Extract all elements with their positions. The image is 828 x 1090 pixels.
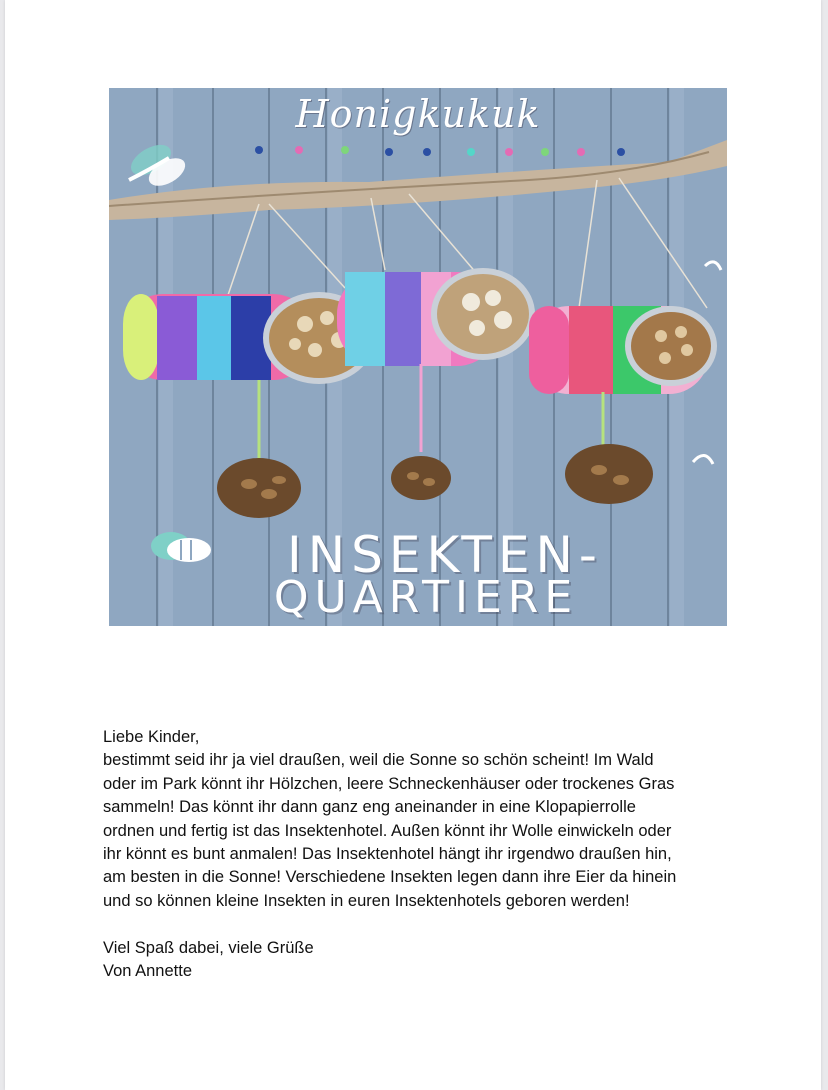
- letter-line: am besten in die Sonne! Verschiedene Insekten legen dann ihre Eier da hinein: [103, 868, 677, 887]
- image-brand-text: Honigkukuk: [295, 92, 541, 136]
- letter-greeting: Liebe Kinder,: [103, 728, 200, 746]
- letter-line: und so können kleine Insekten in euren Insektenhotels geboren werden!: [103, 891, 630, 910]
- document-page: [5, 0, 821, 1090]
- letter-closing: Viel Spaß dabei, viele Grüße: [103, 938, 314, 957]
- letter-signature: Von Annette: [103, 962, 193, 981]
- image-title-line1: INSEKTEN-: [287, 526, 603, 584]
- letter-line: ihr könnt es bunt anmalen! Das Insektenhotel hängt ihr irgendwo draußen hin,: [103, 845, 672, 864]
- insect-hotel-photo: [109, 88, 727, 626]
- image-title-line2: QUARTIERE: [273, 572, 579, 623]
- letter-body: [103, 726, 743, 983]
- letter-line: ordnen und fertig ist das Insektenhotel. Außen könnt ihr Wolle einwickeln oder: [103, 821, 672, 840]
- letter-line: sammeln! Das könnt ihr dann ganz eng aneinander in eine Klopapierrolle: [103, 798, 636, 817]
- letter-line: bestimmt seid ihr ja viel draußen, weil die Sonne so schön scheint! Im Wald: [103, 751, 654, 770]
- paragraph-gap: [103, 913, 743, 936]
- letter-line: oder im Park könnt ihr Hölzchen, leere Schneckenhäuser oder trockenes Gras: [103, 774, 675, 793]
